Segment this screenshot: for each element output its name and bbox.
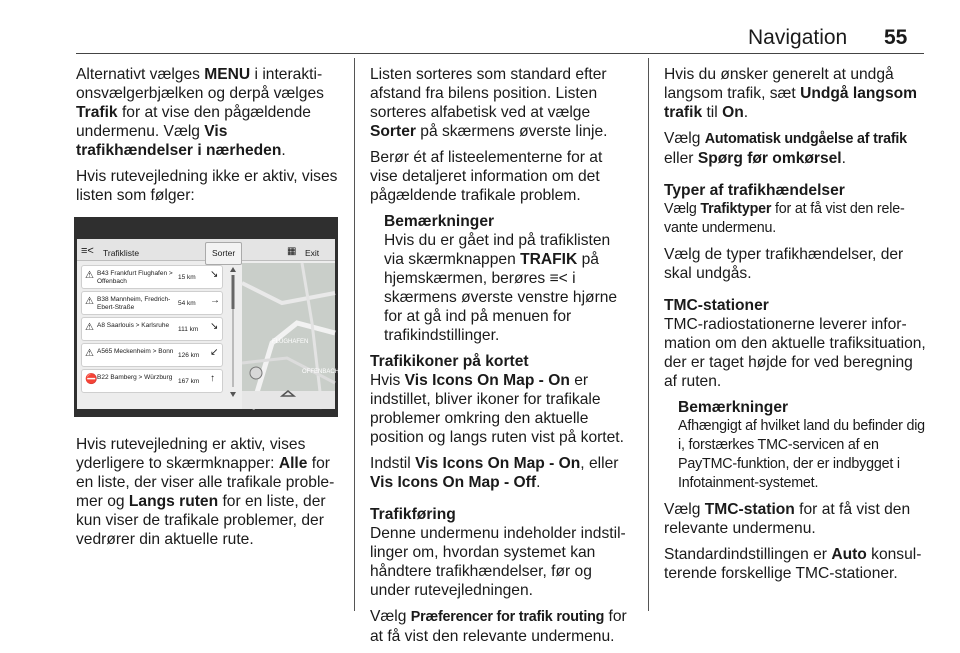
- list-item: ⚠ B43 Frankfurt Flughafen > Offenbach 15 km ↘: [81, 265, 223, 289]
- screen-title: Trafikliste: [103, 248, 140, 258]
- keyboard-icon: ▦: [287, 246, 297, 257]
- list-item: ⛔ B22 Bamberg > Würzburg 167 km ↑: [81, 369, 223, 393]
- note-title: Bemærkninger: [678, 399, 789, 416]
- list-item: ⚠ A565 Meckenheim > Bonn 126 km ↙: [81, 343, 223, 367]
- paragraph: Hvis Vis Icons On Map - On er indstillet, bliver ikoner for trafikale problemer omkring den aktuelle position og langs ruten vist på kortet.: [370, 372, 624, 446]
- sort-button: Sorter: [205, 242, 242, 265]
- section-heading: Typer af trafikhændelser: [664, 182, 845, 199]
- scrollbar: [229, 267, 237, 397]
- map-label: FLÜGHAFEN: [272, 339, 309, 345]
- list-item: ⚠ A8 Saarlouis > Karlsruhe 111 km ↘: [81, 317, 223, 341]
- map-label: OFFENBACH: [302, 369, 340, 375]
- direction-arrow-icon: ↑: [210, 373, 215, 384]
- paragraph: Berør ét af listeelementerne for at vise detaljeret information om det pågældende trafikale problem.: [370, 149, 603, 204]
- paragraph: Hvis du ønsker generelt at undgå langsom trafik, sæt Undgå langsom trafik til On.: [664, 66, 918, 121]
- note-title: Bemærkninger: [384, 213, 495, 230]
- paragraph: Vælg Præferencer for trafik routing for at få vist den relevante undermenu.: [370, 608, 627, 645]
- traffic-warning-icon: ⚠: [85, 296, 94, 307]
- column-divider-1: [354, 58, 355, 611]
- screen: [77, 239, 340, 409]
- paragraph: Vælg de typer trafikhændelser, der skal undgås.: [664, 246, 904, 282]
- paragraph: TMC-radiostationerne leverer information om den aktuelle trafiksituation, der er taget højde for ved beregning af ruten.: [664, 316, 926, 390]
- direction-arrow-icon: ↘: [210, 321, 219, 332]
- paragraph: Standardindstillingen er Auto konsulterende forskellige TMC-stationer.: [664, 546, 922, 582]
- paragraph: Vælg Automatisk undgåelse af trafik eller Spørg før omkørsel.: [664, 130, 907, 167]
- paragraph: Denne undermenu indeholder indstillinger om, hvordan systemet kan håndtere trafikhændelser, før og under rutevejledningen.: [370, 525, 626, 599]
- page-number: 55: [884, 26, 908, 49]
- traffic-warning-icon: ⚠: [85, 322, 94, 333]
- section-heading: TMC-stationer: [664, 297, 769, 314]
- paragraph: Hvis rutevejledning er aktiv, vises yderligere to skærmknapper: Alle for en liste, der viser alle trafikale problemer og Langs ruten for en liste, der kun viser de trafikale problemer, der vedrører din aktuelle rute.: [76, 436, 335, 548]
- traffic-warning-icon: ⚠: [85, 270, 94, 281]
- title-bar: [77, 239, 335, 261]
- menu-icon: ≡˂: [81, 245, 94, 257]
- column-divider-2: [648, 58, 649, 611]
- note-text: Afhængigt af hvilket land du befinder dig i, forstærkes TMC-servicen af en PayTMC-funktion, der er indbygget i Infotainment-systemet.: [678, 418, 925, 491]
- paragraph: Alternativt vælges MENU i interaktionsvælgerbjælken og derpå vælges Trafik for at vise den pågældende undermenu. Vælg Vis trafikhændelser i nærheden.: [76, 66, 324, 159]
- paragraph: Listen sorteres som standard efter afstand fra bilens position. Listen sorteres alfabetisk ved at vælge Sorter på skærmens øverste linje.: [370, 66, 608, 140]
- no-entry-icon: ⛔: [85, 374, 98, 385]
- direction-arrow-icon: ↘: [210, 269, 219, 280]
- direction-arrow-icon: ↙: [210, 347, 219, 358]
- note-box: [664, 398, 926, 493]
- paragraph: Vælg Trafiktyper for at få vist den relevante undermenu.: [664, 201, 905, 236]
- section-heading: Trafikføring: [370, 506, 456, 523]
- traffic-list-screenshot: [74, 217, 338, 417]
- menu-icon: ≡˂: [549, 270, 568, 287]
- exit-button: Exit: [305, 248, 320, 258]
- chapter-title: Navigation: [748, 26, 848, 49]
- traffic-list: [77, 263, 227, 395]
- paragraph: Hvis rutevejledning ikke er aktiv, vises listen som følger:: [76, 168, 338, 204]
- header-rule: [76, 53, 924, 54]
- note-box: [370, 212, 634, 345]
- note-text: Hvis du er gået ind på trafiklisten via skærmknappen TRAFIK på hjemskærmen, berøres ≡˂ i skærmens øverste venstre hjørne for at gå ind på menuen for trafikindstillinger.: [384, 232, 618, 344]
- column-1: [76, 65, 348, 556]
- map-view: [242, 263, 340, 409]
- traffic-warning-icon: ⚠: [85, 348, 94, 359]
- direction-arrow-icon: →: [210, 295, 220, 306]
- paragraph: Indstil Vis Icons On Map - On, eller Vis Icons On Map - Off.: [370, 455, 619, 491]
- section-heading: Trafikikoner på kortet: [370, 353, 529, 370]
- paragraph: Vælg TMC-station for at få vist den relevante undermenu.: [664, 501, 911, 537]
- column-2: [370, 65, 634, 653]
- column-3: [664, 65, 926, 590]
- list-item: ⚠ B38 Mannheim, Fredrich-Ebert-Straße 54 km →: [81, 291, 223, 315]
